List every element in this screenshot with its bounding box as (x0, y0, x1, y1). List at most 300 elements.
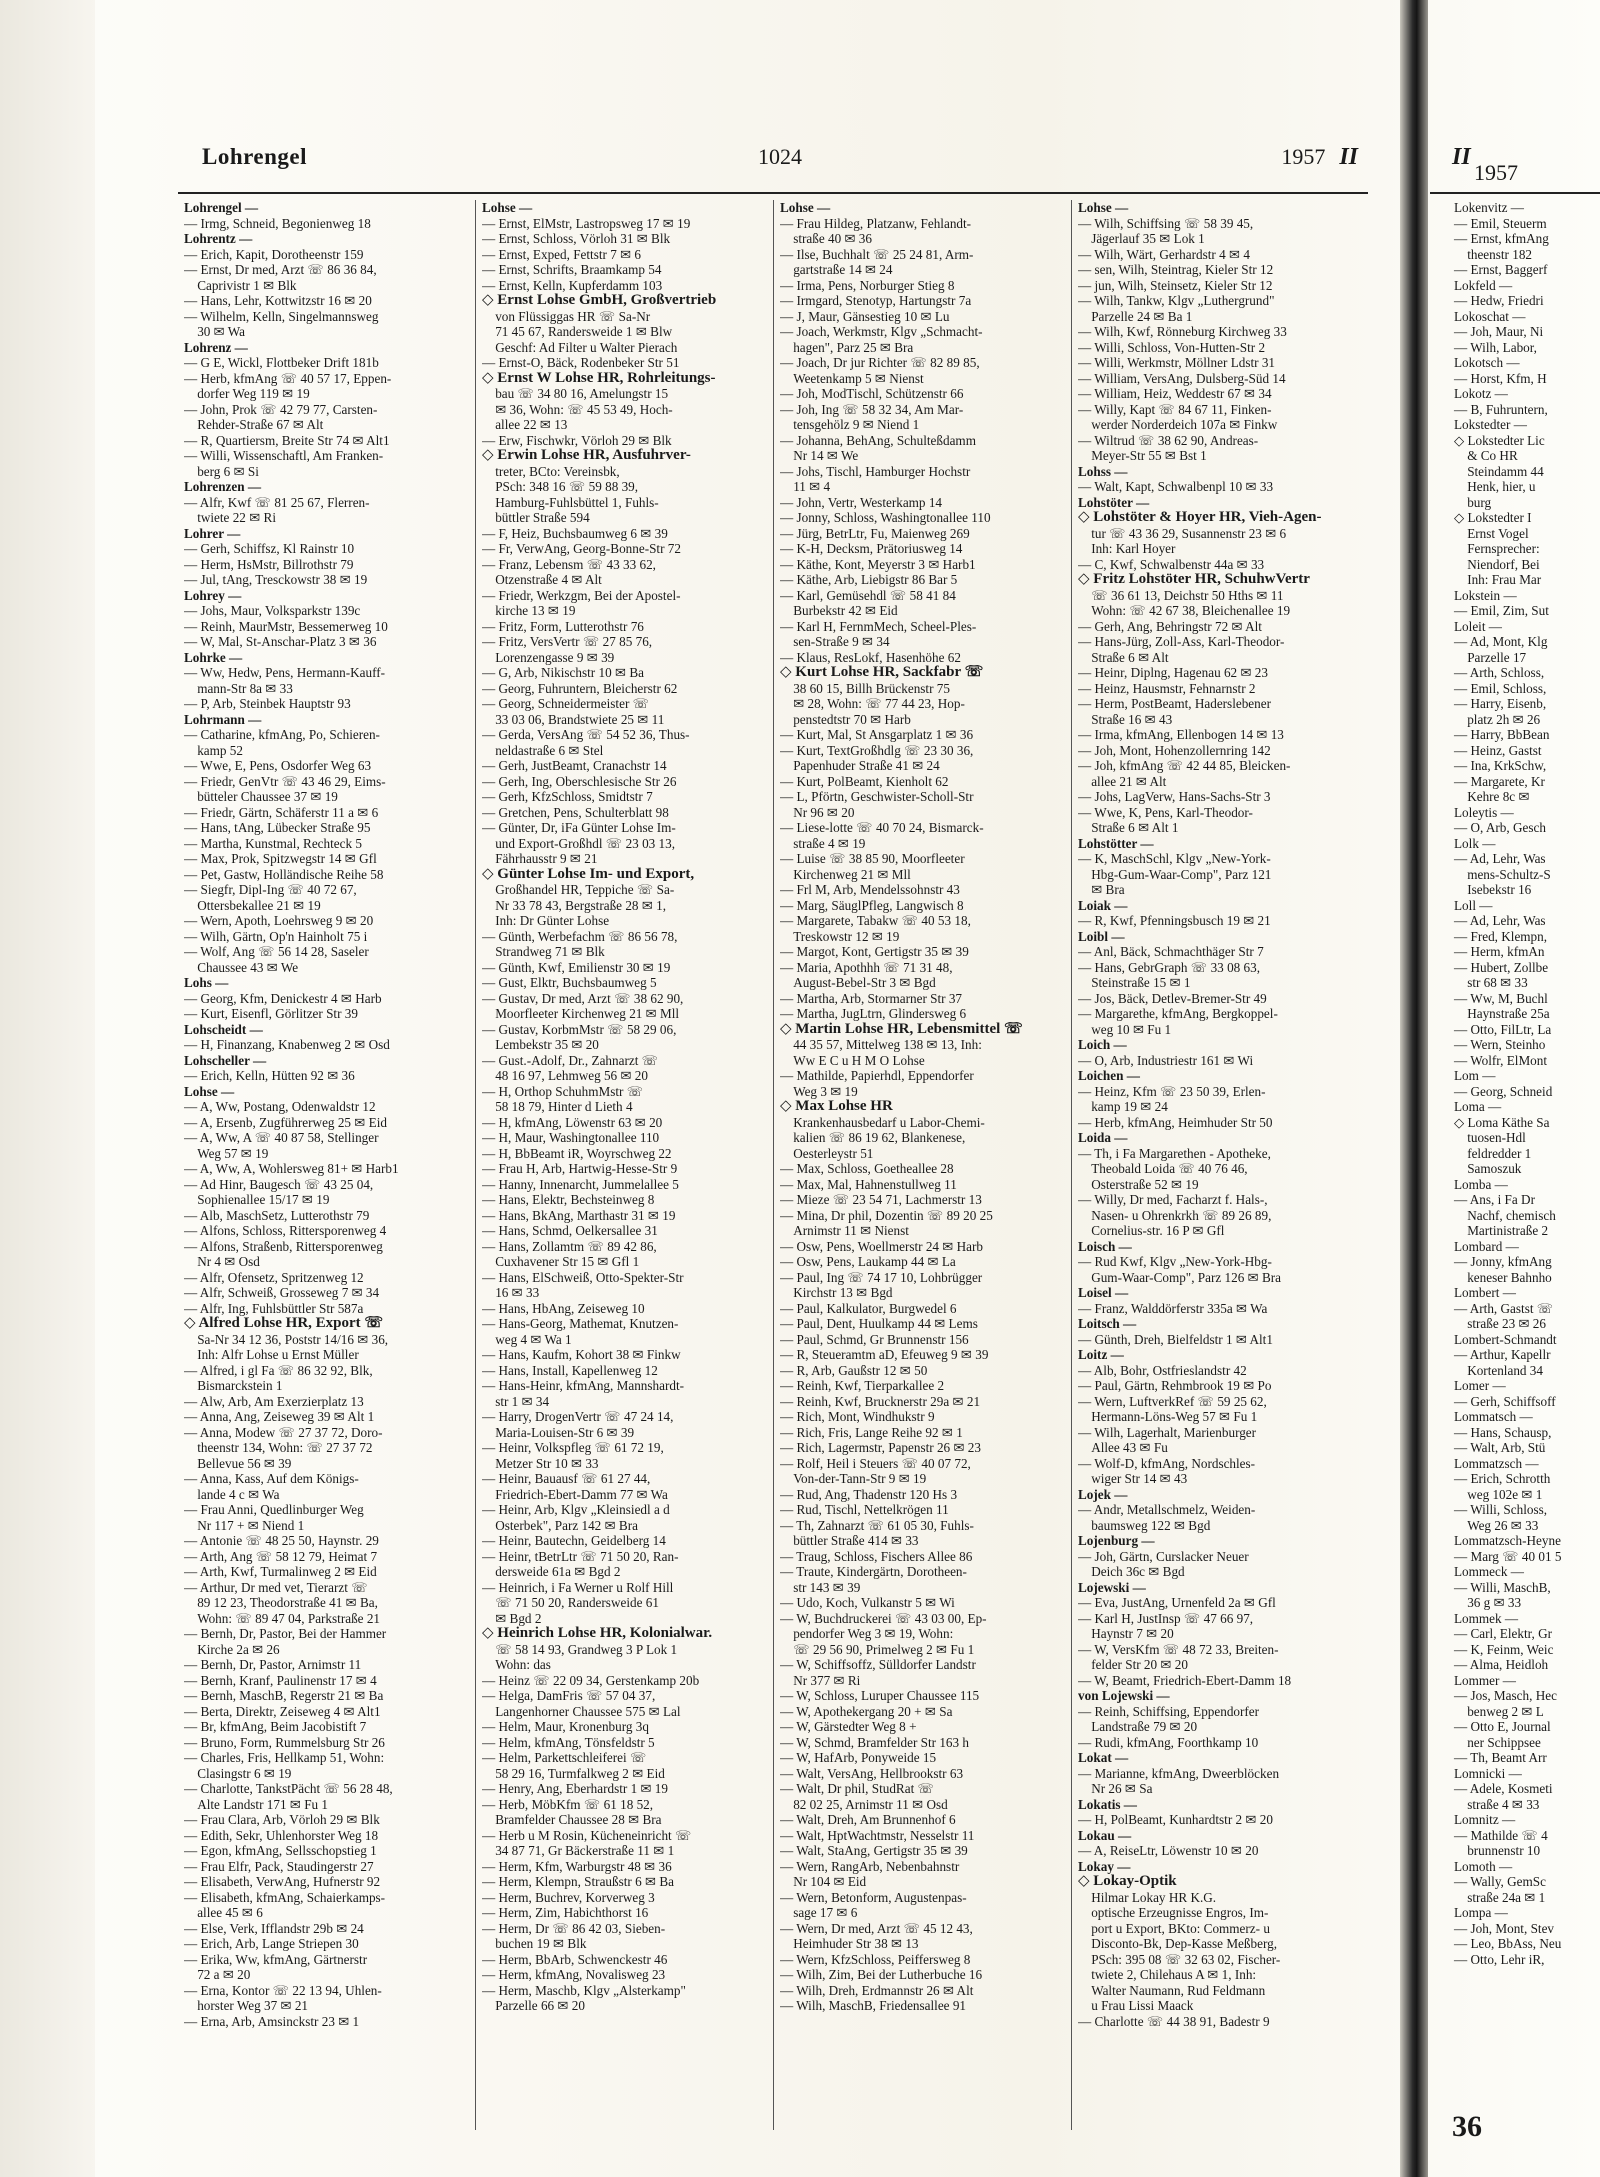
directory-entry-line: — Klaus, ResLokf, Hasenhöhe 62 (780, 649, 961, 665)
directory-entry-line: — Wilhelm, Kelln, Singelmannsweg (184, 308, 379, 324)
directory-entry-line: — William, Heiz, Weddestr 67 ✉ 34 (1078, 386, 1272, 401)
directory-entry-line: straße 24a ✉ 1 (1454, 1889, 1546, 1905)
directory-entry-line: — Marg, SäuglPfleg, Langwisch 8 (780, 897, 964, 913)
directory-entry-line: Lojenburg — (1078, 1533, 1155, 1548)
directory-entry-line: Sa-Nr 34 12 36, Poststr 14/16 ✉ 36, (184, 1331, 389, 1347)
directory-entry-line: Straße 16 ✉ 43 (1078, 711, 1173, 727)
directory-entry-line: — Udo, Koch, Vulkanstr 5 ✉ Wi (780, 1595, 955, 1610)
directory-entry-line: Theobald Loida ☏ 40 76 46, (1078, 1161, 1248, 1176)
directory-entry-line: — Günth, Dreh, Bielfeldstr 1 ✉ Alt1 (1078, 1331, 1273, 1347)
directory-entry-line: ☏ 36 61 13, Deichstr 50 Hths ✉ 11 (1078, 587, 1284, 603)
directory-entry-line: Landstraße 79 ✉ 20 (1078, 1719, 1198, 1734)
directory-entry-line: — Erich, Kelln, Hütten 92 ✉ 36 (184, 1068, 355, 1083)
directory-entry-line: u Frau Lissi Maack (1078, 1998, 1194, 2013)
directory-entry-line: Lommatzsch — (1454, 1455, 1539, 1471)
directory-entry-line: — Gretchen, Pens, Schulterblatt 98 (482, 804, 669, 820)
directory-entry-line: — Max, Prok, Spitzwegstr 14 ✉ Gfl (184, 851, 377, 866)
directory-entry-line: — Elisabeth, VerwAng, Hufnerstr 92 (184, 1874, 381, 1889)
directory-entry-line: — Gerh, Schiffsz, Kl Rainstr 10 (184, 541, 355, 556)
directory-entry-line: — Georg, Schneid (1454, 1083, 1553, 1099)
directory-entry-line: 71 45 67, Randersweide 1 ✉ Blw (482, 324, 673, 339)
directory-entry-line: — Rich, Lagermstr, Papenstr 26 ✉ 23 (780, 1440, 981, 1455)
directory-entry-line: — Martha, Kunstmal, Rechteck 5 (184, 835, 362, 851)
directory-entry-line: ☏ 71 50 20, Randersweide 61 (482, 1595, 659, 1610)
directory-entry-line: — Willi, Wissenschaftl, Am Franken- (184, 448, 384, 463)
directory-entry-line: — Ad, Lehr, Was (1454, 913, 1546, 928)
directory-entry-line: Loich — (1078, 1037, 1127, 1052)
directory-entry-line: — Willy, Dr med, Facharzt f. Hals-, (1078, 1192, 1268, 1207)
directory-entry-line: — B, Fuhruntern, (1454, 401, 1548, 417)
directory-entry-line: ✉ 36, Wohn: ☏ 45 53 49, Hoch- (482, 401, 673, 417)
directory-entry-line: 33 03 06, Brandstwiete 25 ✉ 11 (482, 711, 665, 727)
directory-entry-line: — Willy, Kapt ☏ 84 67 11, Finken- (1078, 401, 1272, 417)
directory-entry-line: Wohn: ☏ 42 67 38, Bleichenallee 19 (1078, 603, 1291, 618)
entry-column-1 (178, 200, 476, 2130)
directory-entry-line: — Rich, Fris, Lange Reihe 92 ✉ 1 (780, 1424, 963, 1440)
directory-entry-line: 72 a ✉ 20 (184, 1967, 251, 1982)
directory-entry-line: Hilmar Lokay HR K.G. (1078, 1889, 1217, 1905)
directory-entry-line: von Lojewski — (1078, 1688, 1170, 1703)
directory-entry-line: Inh: Frau Mar (1454, 572, 1542, 587)
directory-entry-line: — Paul, Dent, Huulkamp 44 ✉ Lems (780, 1316, 978, 1331)
directory-entry-line: — Wolf-D, kfmAng, Nordschles- (1078, 1455, 1256, 1471)
directory-entry-line: — Hans-Jürg, Zoll-Ass, Karl-Theodor- (1078, 634, 1285, 649)
directory-entry-line: Lohrentz — (184, 231, 253, 246)
directory-entry-line: — Rud Kwf, Klgv „New-York-Hbg- (1078, 1254, 1272, 1269)
directory-entry-line: — Wern, Betonform, Augustenpas- (780, 1889, 967, 1905)
directory-entry-line: — H, Finanzang, Knabenweg 2 ✉ Osd (184, 1037, 390, 1052)
directory-entry-line: — A, Ww, A ☏ 40 87 58, Stellinger (184, 1130, 379, 1145)
directory-entry-line: — Max, Mal, Hahnenstullweg 11 (780, 1176, 957, 1192)
directory-entry-line: — Johs, LagVerw, Hans-Sachs-Str 3 (1078, 789, 1271, 804)
directory-entry-line: — Mathilde, Papierhdl, Eppendorfer (780, 1068, 974, 1083)
directory-entry-line: — Wiltrud ☏ 38 62 90, Andreas- (1078, 432, 1259, 448)
directory-entry-line: — Hubert, Zollbe (1454, 959, 1549, 975)
directory-entry-line: ◇ Max Lohse HR (780, 1099, 893, 1114)
directory-entry-line: — Hans, tAng, Lübecker Straße 95 (184, 820, 371, 835)
directory-entry-line: weg 10 ✉ Fu 1 (1078, 1021, 1172, 1037)
directory-entry-line: — Helm, kfmAng, Tönsfeldstr 5 (482, 1734, 655, 1750)
directory-entry-line: wiger Str 14 ✉ 43 (1078, 1471, 1188, 1486)
directory-entry-line: — Rud, Ang, Thadenstr 120 Hs 3 (780, 1486, 958, 1502)
directory-entry-line: — Catharine, kfmAng, Po, Schieren- (184, 727, 380, 742)
directory-entry-line: — Ernst-O, Bäck, Rodenbeker Str 51 (482, 355, 680, 370)
directory-entry-line: Oesterleystr 51 (780, 1145, 874, 1161)
directory-entry-line: — Reinh, Kwf, Brucknerstr 29a ✉ 21 (780, 1393, 981, 1409)
directory-entry-line: Lorenzengasse 9 ✉ 39 (482, 649, 615, 665)
directory-entry-line: — Joach, Werkmstr, Klgv „Schmacht- (780, 324, 983, 339)
directory-entry-line: — Walt, Kapt, Schwalbenpl 10 ✉ 33 (1078, 479, 1274, 494)
directory-entry-line: — Friedr, Gärtn, Schäferstr 11 a ✉ 6 (184, 804, 379, 820)
directory-entry-line: — Ina, KrkSchw, (1454, 758, 1547, 773)
directory-entry-line: tuosen-Hdl (1454, 1130, 1526, 1145)
directory-entry-line: Rehder-Straße 67 ✉ Alt (184, 417, 324, 432)
directory-entry-line: ☏ 29 56 90, Primelweg 2 ✉ Fu 1 (780, 1641, 975, 1657)
facing-page-fragment (1430, 128, 1600, 2148)
directory-entry-line: — Wilh, Wärt, Gerhardstr 4 ✉ 4 (1078, 246, 1250, 262)
directory-entry-line: — Alb, MaschSetz, Lutterothstr 79 (184, 1207, 370, 1223)
directory-entry-line: Clasingstr 6 ✉ 19 (184, 1765, 292, 1781)
directory-entry-line: — Jos, Masch, Hec (1454, 1688, 1557, 1703)
facing-entry-column (1454, 200, 1600, 1967)
directory-entry-line: weg 102e ✉ 1 (1454, 1486, 1543, 1502)
directory-entry-line: — W, Schloss, Luruper Chaussee 115 (780, 1688, 980, 1703)
directory-entry-line: — Edith, Sekr, Uhlenhorster Weg 18 (184, 1827, 379, 1843)
directory-entry-line: — Wolfr, ElMont (1454, 1052, 1548, 1068)
directory-entry-line: — Alfons, Straßenb, Rittersporenweg (184, 1238, 383, 1254)
directory-entry-line: — Alfred, i gl Fa ☏ 86 32 92, Blk, (184, 1362, 373, 1378)
directory-entry-line: weg 4 ✉ Wa 1 (482, 1331, 572, 1347)
directory-entry-line: kamp 52 (184, 742, 243, 758)
directory-entry-line: — John, Prok ☏ 42 79 77, Carsten- (184, 401, 378, 417)
directory-entry-line: — Helm, Parkettschleiferei ☏ (482, 1750, 647, 1765)
directory-entry-line: Lohrmann — (184, 711, 262, 727)
directory-entry-line: Kortenland 34 (1454, 1362, 1543, 1378)
directory-entry-line: — Herb u M Rosin, Kücheneinricht ☏ (482, 1827, 692, 1843)
directory-entry-line: Straße 6 ✉ Alt 1 (1078, 820, 1179, 835)
directory-entry-line: Niendorf, Bei (1454, 556, 1540, 572)
directory-entry-line: — Hans, BkAng, Marthastr 31 ✉ 19 (482, 1207, 676, 1223)
directory-entry-line: Nr 14 ✉ We (780, 448, 859, 463)
directory-entry-line: Von-der-Tann-Str 9 ✉ 19 (780, 1471, 927, 1486)
directory-entry-line: — Joh, Mont, Stev (1454, 1920, 1555, 1936)
directory-entry-line: — Franz, Lebensm ☏ 43 33 62, (482, 556, 656, 572)
directory-entry-line: — F, Heiz, Buchsbaumweg 6 ✉ 39 (482, 525, 668, 541)
directory-entry-line: Parzelle 66 ✉ 20 (482, 1998, 585, 2013)
directory-entry-line: — Herm, PostBeamt, Haderslebener (1078, 696, 1271, 711)
directory-entry-line: ◇ Ernst W Lohse HR, Rohrleitungs- (482, 370, 716, 386)
directory-entry-line: — Heinr, Bautechn, Geidelberg 14 (482, 1533, 666, 1548)
directory-entry-line: — Herm, BbArb, Schwenckestr 46 (482, 1951, 668, 1967)
directory-entry-line: — Reinh, Schiffsing, Eppendorfer (1078, 1703, 1260, 1719)
directory-entry-line: — O, Arb, Industriestr 161 ✉ Wi (1078, 1052, 1254, 1068)
directory-entry-line: von Flüssiggas HR ☏ Sa-Nr (482, 308, 651, 324)
directory-entry-line: Inh: Alfr Lohse u Ernst Müller (184, 1347, 359, 1362)
facing-page-number: 36 (1452, 2110, 1482, 2143)
directory-entry-line: — Martha, JugLtrn, Glindersweg 6 (780, 1006, 967, 1021)
directory-entry-line: ◇ Lohstöter & Hoyer HR, Vieh-Agen- (1078, 510, 1322, 525)
directory-entry-line: — Hans-Georg, Mathemat, Knutzen- (482, 1316, 679, 1331)
directory-entry-line: ✉ Bgd 2 (482, 1610, 542, 1626)
directory-entry-line: — Wwe, K, Pens, Karl-Theodor- (1078, 804, 1253, 820)
directory-entry-line: — Gust.-Adolf, Dr., Zahnarzt ☏ (482, 1052, 659, 1068)
directory-entry-line: Hamburg-Fuhlsbüttel 1, Fuhls- (482, 494, 659, 510)
directory-entry-line: — Karl H, FernmMech, Scheel-Ples- (780, 618, 977, 634)
directory-entry-line: — Johanna, BehAng, Schulteßdamm (780, 432, 976, 448)
directory-entry-line: treter, BCto: Vereinsbk, (482, 463, 620, 479)
directory-entry-line: — H, Maur, Washingtonallee 110 (482, 1130, 660, 1145)
directory-entry-line: — Harry, DrogenVertr ☏ 47 24 14, (482, 1409, 674, 1424)
facing-year: 1957 (1474, 160, 1518, 185)
directory-entry-line: Fährhausstr 9 ✉ 21 (482, 851, 598, 866)
directory-entry-line: — Arth, Kwf, Turmalinweg 2 ✉ Eid (184, 1564, 377, 1579)
directory-entry-line: — Joh, Mont, Hohenzollernring 142 (1078, 742, 1271, 758)
directory-entry-line: Großhandel HR, Teppiche ☏ Sa- (482, 882, 675, 897)
directory-entry-line: 36 g ✉ 33 (1454, 1595, 1522, 1610)
directory-entry-line: Straße 6 ✉ Alt (1078, 649, 1169, 665)
directory-entry-line: — Ernst, ElMstr, Lastropsweg 17 ✉ 19 (482, 215, 691, 231)
directory-entry-line: — Fred, Klempn, (1454, 928, 1548, 944)
directory-entry-line: — Friedr, GenVtr ☏ 43 46 29, Eims- (184, 773, 386, 789)
directory-entry-line: str 1 ✉ 34 (482, 1393, 550, 1409)
directory-entry-line: kirche 13 ✉ 19 (482, 603, 576, 618)
directory-entry-line: — Heinz, Hausmstr, Fehnarnstr 2 (1078, 680, 1256, 696)
directory-entry-line: 82 02 25, Arnimstr 11 ✉ Osd (780, 1796, 948, 1812)
directory-entry-line: — W, Apothekergang 20 + ✉ Sa (780, 1703, 953, 1719)
directory-entry-line: Lombert-Schmandt (1454, 1331, 1557, 1347)
directory-entry-line: — Max, Schloss, Goetheallee 28 (780, 1161, 954, 1176)
directory-entry-line: Ottersbekallee 21 ✉ 19 (184, 897, 321, 913)
directory-entry-line: — Bernh, Dr, Pastor, Bei der Hammer (184, 1626, 387, 1641)
directory-entry-line: Heimhuder Str 38 ✉ 13 (780, 1936, 919, 1951)
directory-entry-line: 11 ✉ 4 (780, 479, 831, 494)
directory-entry-line: allee 45 ✉ 6 (184, 1905, 263, 1920)
directory-entry-line: Lohse — (1078, 200, 1129, 215)
directory-entry-line: — Osw, Pens, Laukamp 44 ✉ La (780, 1254, 956, 1269)
directory-entry-line: theenstr 134, Wohn: ☏ 27 37 72 (184, 1440, 373, 1455)
directory-entry-line: Loibl — (1078, 928, 1125, 944)
directory-entry-line: buchen 19 ✉ Blk (482, 1936, 587, 1951)
directory-entry-line: — Heinz ☏ 22 09 34, Gerstenkamp 20b (482, 1672, 700, 1688)
directory-entry-line: keneser Bahnho (1454, 1269, 1552, 1285)
directory-entry-line: — A, ReiseLtr, Löwenstr 10 ✉ 20 (1078, 1843, 1259, 1858)
directory-entry-line: gartstraße 14 ✉ 24 (780, 262, 893, 277)
directory-entry-line: Lokotz — (1454, 386, 1508, 401)
directory-entry-line: PSch: 348 16 ☏ 59 88 39, (482, 479, 639, 494)
directory-entry-line: Gum-Waar-Comp", Parz 126 ✉ Bra (1078, 1269, 1281, 1285)
directory-entry-line: ◇ Lokay-Optik (1078, 1874, 1177, 1889)
year: 1957 (1281, 144, 1326, 169)
directory-entry-line: — Alfr, Kwf ☏ 81 25 67, Flerren- (184, 494, 370, 510)
directory-entry-line: — Günter, Dr, iFa Günter Lohse Im- (482, 820, 676, 835)
directory-entry-line: — Herm, Klempn, Straußstr 6 ✉ Ba (482, 1874, 674, 1889)
directory-entry-line: — Helm, Maur, Kronenburg 3q (482, 1719, 649, 1734)
directory-entry-line: Wohn: das (482, 1657, 551, 1672)
directory-entry-line: — Hans, Schmd, Oelkersallee 31 (482, 1223, 658, 1238)
directory-entry-line: — Adele, Kosmeti (1454, 1781, 1553, 1796)
directory-entry-line: Lommeck — (1454, 1564, 1524, 1579)
directory-entry-line: — Hans, Elektr, Bechsteinweg 8 (482, 1192, 655, 1207)
directory-entry-line: — Wern, Steinho (1454, 1037, 1546, 1052)
directory-entry-line: ◇ Ernst Lohse GmbH, Großvertrieb (482, 293, 717, 308)
directory-entry-line: Lohrke — (184, 649, 243, 665)
directory-entry-line: Sophienallee 15/17 ✉ 19 (184, 1192, 330, 1207)
directory-entry-line: ✉ 28, Wohn: ☏ 77 44 23, Hop- (780, 696, 965, 711)
directory-entry-line: — Willi, MaschB, (1454, 1579, 1551, 1595)
directory-entry-line: — Elisabeth, kfmAng, Schaierkamps- (184, 1889, 386, 1905)
directory-entry-line: — Wern, KfzSchloss, Peiffersweg 8 (780, 1951, 971, 1967)
directory-entry-line: Lokatis — (1078, 1796, 1137, 1812)
directory-entry-line: — Berta, Direktr, Zeiseweg 4 ✉ Alt1 (184, 1703, 381, 1719)
directory-entry-line: — Wern, Apoth, Loehrsweg 9 ✉ 20 (184, 913, 374, 928)
directory-entry-line: Weg 3 ✉ 19 (780, 1083, 858, 1099)
directory-entry-line: Loll — (1454, 897, 1493, 913)
directory-entry-line: Maria-Louisen-Str 6 ✉ 39 (482, 1424, 635, 1440)
directory-entry-line: — Th, i Fa Margarethen - Apotheke, (1078, 1145, 1271, 1161)
directory-entry-line: lande 4 c ✉ Wa (184, 1486, 280, 1502)
entry-columns (178, 200, 1368, 2130)
directory-entry-line: Loichen — (1078, 1068, 1140, 1083)
directory-entry-line: — Jonny, Schloss, Washingtonallee 110 (780, 510, 991, 525)
directory-entry-line: ner Schippsee (1454, 1734, 1541, 1750)
directory-entry-line: — Willi, Werkmstr, Möllner Ldstr 31 (1078, 355, 1276, 370)
directory-entry-line: — Wilh, Labor, (1454, 339, 1537, 355)
directory-entry-line: Nr 33 78 43, Bergstraße 28 ✉ 1, (482, 897, 667, 913)
directory-entry-line: — Jonny, kfmAng (1454, 1254, 1552, 1269)
directory-entry-line: — Irma, Pens, Norburger Stieg 8 (780, 277, 955, 293)
directory-entry-line: Lomnitz — (1454, 1812, 1516, 1827)
page-header (178, 128, 1368, 194)
directory-entry-line: Nr 377 ✉ Ri (780, 1672, 861, 1688)
directory-entry-line: — Hans, GebrGraph ☏ 33 08 63, (1078, 959, 1261, 975)
directory-entry-line: — Paul, Kalkulator, Burgwedel 6 (780, 1300, 957, 1316)
directory-entry-line: Lommer — (1454, 1672, 1516, 1688)
directory-entry-line: — Irmgard, Stenotyp, Hartungstr 7a (780, 293, 972, 308)
directory-entry-line: berg 6 ✉ Si (184, 463, 259, 479)
directory-entry-line: — Erich, Kapit, Dorotheenstr 159 (184, 246, 364, 262)
directory-entry-line: — Arth, Gastst ☏ (1454, 1300, 1554, 1316)
directory-entry-line: Lommatzsch-Heyne (1454, 1533, 1561, 1548)
directory-entry-line: — H, kfmAng, Löwenstr 63 ✉ 20 (482, 1114, 663, 1130)
directory-entry-line: — Käthe, Kont, Meyerstr 3 ✉ Harb1 (780, 556, 976, 572)
directory-entry-line: — Alfons, Schloss, Rittersporenweg 4 (184, 1223, 387, 1238)
directory-entry-line: tur ☏ 43 36 29, Susannenstr 23 ✉ 6 (1078, 525, 1287, 541)
directory-entry-line: Lohrenz — (184, 339, 248, 355)
directory-entry-line: — Otto E, Journal (1454, 1719, 1551, 1734)
directory-entry-line: — Gust, Elktr, Buchsbaumweg 5 (482, 975, 657, 990)
directory-entry-line: optische Erzeugnisse Engros, Im- (1078, 1905, 1269, 1920)
directory-entry-line: — Antonie ☏ 48 25 50, Haynstr. 29 (184, 1533, 379, 1548)
directory-entry-line: — W, Schiffsoffz, Sülldorfer Landstr (780, 1657, 976, 1672)
directory-entry-line: sage 17 ✉ 6 (780, 1905, 858, 1920)
directory-entry-line: Lohscheidt — (184, 1021, 263, 1037)
directory-entry-line: — Karl H, JustInsp ☏ 47 66 97, (1078, 1610, 1254, 1626)
directory-entry-line: Nr 26 ✉ Sa (1078, 1781, 1153, 1796)
directory-entry-line: — R, Arb, Gaußstr 12 ✉ 50 (780, 1362, 928, 1378)
directory-entry-line: — Hans, Kaufm, Kohort 38 ✉ Finkw (482, 1347, 681, 1362)
directory-entry-line: burg (1454, 494, 1492, 510)
directory-entry-line: — Kurt, PolBeamt, Kienholt 62 (780, 773, 949, 789)
directory-entry-line: mann-Str 8a ✉ 33 (184, 680, 293, 696)
directory-entry-line: büttler Straße 414 ✉ 33 (780, 1533, 919, 1548)
directory-entry-line: — Alfr, Schweiß, Grosseweg 7 ✉ 34 (184, 1285, 380, 1300)
directory-entry-line: Lohrer — (184, 525, 241, 541)
directory-entry-line: Lojek — (1078, 1486, 1128, 1502)
directory-entry-line: — Fr, VerwAng, Georg-Bonne-Str 72 (482, 541, 681, 556)
directory-entry-line: — Johs, Tischl, Hamburger Hochstr (780, 463, 971, 479)
directory-entry-line: — Arth, Schloss, (1454, 665, 1545, 680)
directory-entry-line: — Else, Verk, Ifflandstr 29b ✉ 24 (184, 1920, 364, 1936)
directory-entry-line: Loleytis — (1454, 804, 1514, 820)
directory-entry-line: — Ww, Hedw, Pens, Hermann-Kauff- (184, 665, 386, 680)
directory-entry-line: kamp 19 ✉ 24 (1078, 1099, 1168, 1114)
directory-entry-line: Haynstraße 25a (1454, 1006, 1550, 1021)
directory-entry-line: Kirchstr 13 ✉ Bgd (780, 1285, 893, 1300)
directory-entry-line: 38 60 15, Billh Brückenstr 75 (780, 680, 950, 696)
directory-entry-line: Lom — (1454, 1068, 1496, 1083)
directory-entry-line: baumsweg 122 ✉ Bgd (1078, 1517, 1211, 1533)
directory-entry-line: — Walt, StaAng, Gertigstr 35 ✉ 39 (780, 1843, 968, 1858)
directory-entry-line: straße 4 ✉ 19 (780, 835, 866, 851)
directory-entry-line: Cornelius-str. 16 P ✉ Gfl (1078, 1223, 1225, 1238)
directory-entry-line: Metzer Str 10 ✉ 33 (482, 1455, 599, 1471)
directory-entry-line: — Charlotte ☏ 44 38 91, Badestr 9 (1078, 2013, 1270, 2029)
directory-entry-line: — Liese-lotte ☏ 40 70 24, Bismarck- (780, 820, 984, 835)
directory-entry-line: — Paul, Schmd, Gr Brunnenstr 156 (780, 1331, 969, 1347)
directory-entry-line: Inh: Karl Hoyer (1078, 541, 1176, 556)
directory-entry-line: tensgehölz 9 ✉ Niend 1 (780, 417, 920, 432)
directory-entry-line: Henk, hier, u (1454, 479, 1536, 494)
directory-entry-line: — Anl, Bäck, Schmachthäger Str 7 (1078, 944, 1264, 959)
directory-entry-line: — Rudi, kfmAng, Foorthkamp 10 (1078, 1734, 1259, 1750)
directory-entry-line: — Georg, Kfm, Denickestr 4 ✉ Harb (184, 990, 382, 1006)
directory-entry-line: — Mina, Dr phil, Dozentin ☏ 89 20 25 (780, 1207, 993, 1223)
directory-entry-line: Loleit — (1454, 618, 1502, 634)
directory-entry-line: Papenhuder Straße 41 ✉ 24 (780, 758, 940, 773)
entry-column-4 (1072, 200, 1370, 2130)
directory-entry-line: — Erna, Kontor ☏ 22 13 94, Uhlen- (184, 1982, 382, 1998)
directory-entry-line: — R, Kwf, Pfenningsbusch 19 ✉ 21 (1078, 913, 1271, 928)
directory-entry-line: — Ad, Mont, Klg (1454, 634, 1548, 649)
directory-entry-line: Parzelle 17 (1454, 649, 1527, 665)
directory-entry-line: Weg 26 ✉ 33 (1454, 1517, 1539, 1533)
directory-entry-line: — Walt, Dreh, Am Brunnenhof 6 (780, 1812, 956, 1827)
directory-entry-line: — Bernh, Kranf, Paulinenstr 17 ✉ 4 (184, 1672, 377, 1688)
directory-entry-line: ◇ Fritz Lohstöter HR, SchuhwVertr (1078, 572, 1310, 587)
directory-entry-line: ◇ Alfred Lohse HR, Export ☏ (184, 1316, 384, 1331)
directory-entry-line: Loitz — (1078, 1347, 1124, 1362)
directory-entry-line: — K, MaschSchl, Klgv „New-York- (1078, 851, 1271, 866)
directory-entry-line: — Wilh, Dreh, Erdmannstr 26 ✉ Alt (780, 1982, 974, 1998)
directory-entry-line: — Henry, Ang, Eberhardstr 1 ✉ 19 (482, 1781, 668, 1796)
directory-entry-line: Lombard — (1454, 1238, 1519, 1254)
directory-entry-line: — Wwe, E, Pens, Osdorfer Weg 63 (184, 758, 372, 773)
directory-entry-line: — G E, Wickl, Flottbeker Drift 181b (184, 355, 379, 370)
directory-entry-line: — Carl, Elektr, Gr (1454, 1626, 1552, 1641)
directory-entry-line: — Ilse, Buchhalt ☏ 25 24 81, Arm- (780, 246, 974, 262)
directory-entry-line: — Willi, Schloss, (1454, 1502, 1548, 1517)
directory-entry-line: — Wolf, Ang ☏ 56 14 28, Saseler (184, 944, 369, 959)
directory-entry-line: Lohse — (780, 200, 831, 215)
book-spine (1400, 0, 1428, 2177)
directory-entry-line: — Heinr, Bauausf ☏ 61 27 44, (482, 1471, 651, 1486)
directory-entry-line: — Joh, kfmAng ☏ 42 44 85, Bleicken- (1078, 758, 1291, 773)
directory-entry-line: — Margarethe, kfmAng, Bergkoppel- (1078, 1006, 1278, 1021)
directory-entry-line: Krankenhausbedarf u Labor-Chemi- (780, 1114, 985, 1130)
directory-entry-line: — Luise ☏ 38 85 90, Moorfleeter (780, 851, 965, 866)
directory-entry-line: — W, Schmd, Bramfelder Str 163 h (780, 1734, 970, 1750)
directory-entry-line: Osterstraße 52 ✉ 19 (1078, 1176, 1199, 1192)
directory-entry-line: — K-H, Decksm, Prätoriusweg 14 (780, 541, 963, 556)
directory-entry-line: Otzenstraße 4 ✉ Alt (482, 572, 602, 587)
directory-entry-line: — W, HafArb, Ponyweide 15 (780, 1750, 937, 1765)
directory-entry-line: — Walt, HptWachtmstr, Nesselstr 11 (780, 1827, 975, 1843)
directory-entry-line: — P, Arb, Steinbek Hauptstr 93 (184, 696, 351, 711)
directory-entry-line: — Kurt, Eisenfl, Görlitzer Str 39 (184, 1006, 358, 1021)
year-volume (1281, 144, 1358, 171)
directory-entry-line: — Ans, i Fa Dr (1454, 1192, 1535, 1207)
directory-entry-line: allee 21 ✉ Alt (1078, 773, 1167, 789)
directory-entry-line: — Gustav, Dr med, Arzt ☏ 38 62 90, (482, 990, 684, 1006)
directory-entry-line: Deich 36c ✉ Bgd (1078, 1564, 1185, 1579)
directory-entry-line: — W, Buchdruckerei ☏ 43 03 00, Ep- (780, 1610, 987, 1626)
directory-entry-line: — Alw, Arb, Am Exerzierplatz 13 (184, 1393, 364, 1409)
directory-entry-line: straße 40 ✉ 36 (780, 231, 872, 246)
directory-entry-line: — Anna, Kass, Auf dem Königs- (184, 1471, 359, 1486)
directory-entry-line: — Ernst, Schrifts, Braamkamp 54 (482, 262, 662, 277)
directory-entry-line: — Andr, Metallschmelz, Weiden- (1078, 1502, 1256, 1517)
directory-entry-line: Alte Landstr 171 ✉ Fu 1 (184, 1796, 329, 1812)
